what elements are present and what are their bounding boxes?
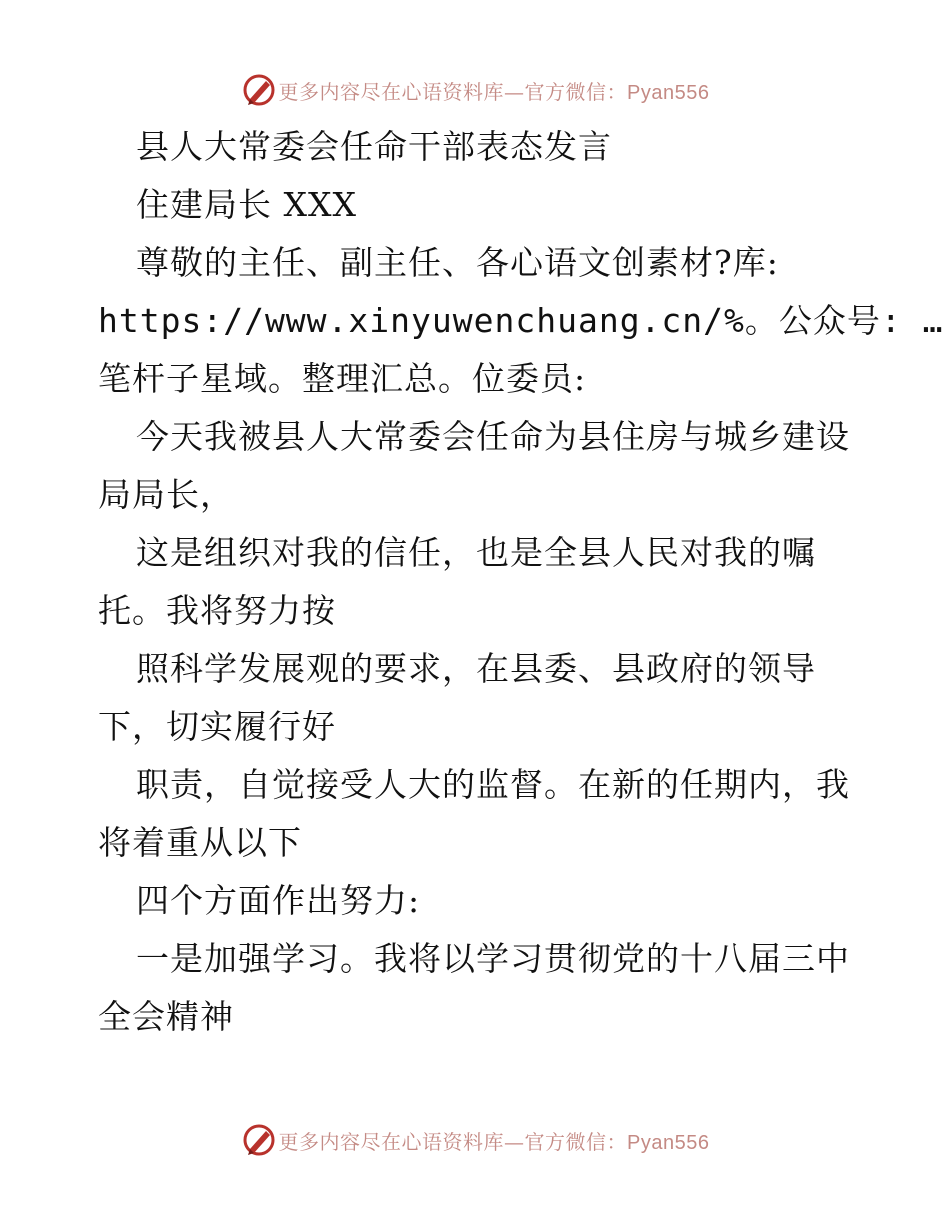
watermark-label: 更多内容尽在心语资料库—官方微信： xyxy=(278,1129,628,1154)
watermark-label: 更多内容尽在心语资料库—官方微信： xyxy=(278,79,628,104)
doc-line: 将着重从以下 xyxy=(98,823,302,862)
doc-line: 下，切实履行好 xyxy=(98,707,336,746)
pen-logo-icon xyxy=(241,1122,277,1158)
pen-logo-icon xyxy=(241,72,277,108)
watermark-text xyxy=(279,1126,710,1155)
header-watermark xyxy=(0,68,950,112)
watermark-handle: Pyan556 xyxy=(627,81,710,104)
doc-line: 四个方面作出努力: xyxy=(136,881,421,920)
doc-line: 一是加强学习。我将以学习贯彻党的十八届三中 xyxy=(136,939,850,978)
doc-line: 笔杆子星域。整理汇总。位委员: xyxy=(98,359,587,398)
document-body xyxy=(98,118,944,1046)
doc-line: 这是组织对我的信任，也是全县人民对我的嘱 xyxy=(136,533,816,572)
doc-line: 尊敬的主任、副主任、各心语文创素材?库: xyxy=(136,243,779,282)
doc-line: 今天我被县人大常委会任命为县住房与城乡建设 xyxy=(136,417,850,456)
watermark-handle: Pyan556 xyxy=(627,1131,710,1154)
doc-line-url: https://www.xinyuwenchuang.cn/%。公众号: … xyxy=(98,301,944,340)
doc-line: 照科学发展观的要求，在县委、县政府的领导 xyxy=(136,649,816,688)
doc-line: 职责，自觉接受人大的监督。在新的任期内，我 xyxy=(136,765,850,804)
doc-title: 县人大常委会任命干部表态发言 xyxy=(136,127,612,166)
doc-line: 全会精神 xyxy=(98,997,234,1036)
doc-line: 局局长， xyxy=(98,475,234,514)
footer-watermark xyxy=(0,1118,950,1162)
doc-author: 住建局长 XXX xyxy=(136,185,357,224)
watermark-text xyxy=(279,76,710,105)
doc-line: 托。我将努力按 xyxy=(98,591,336,630)
